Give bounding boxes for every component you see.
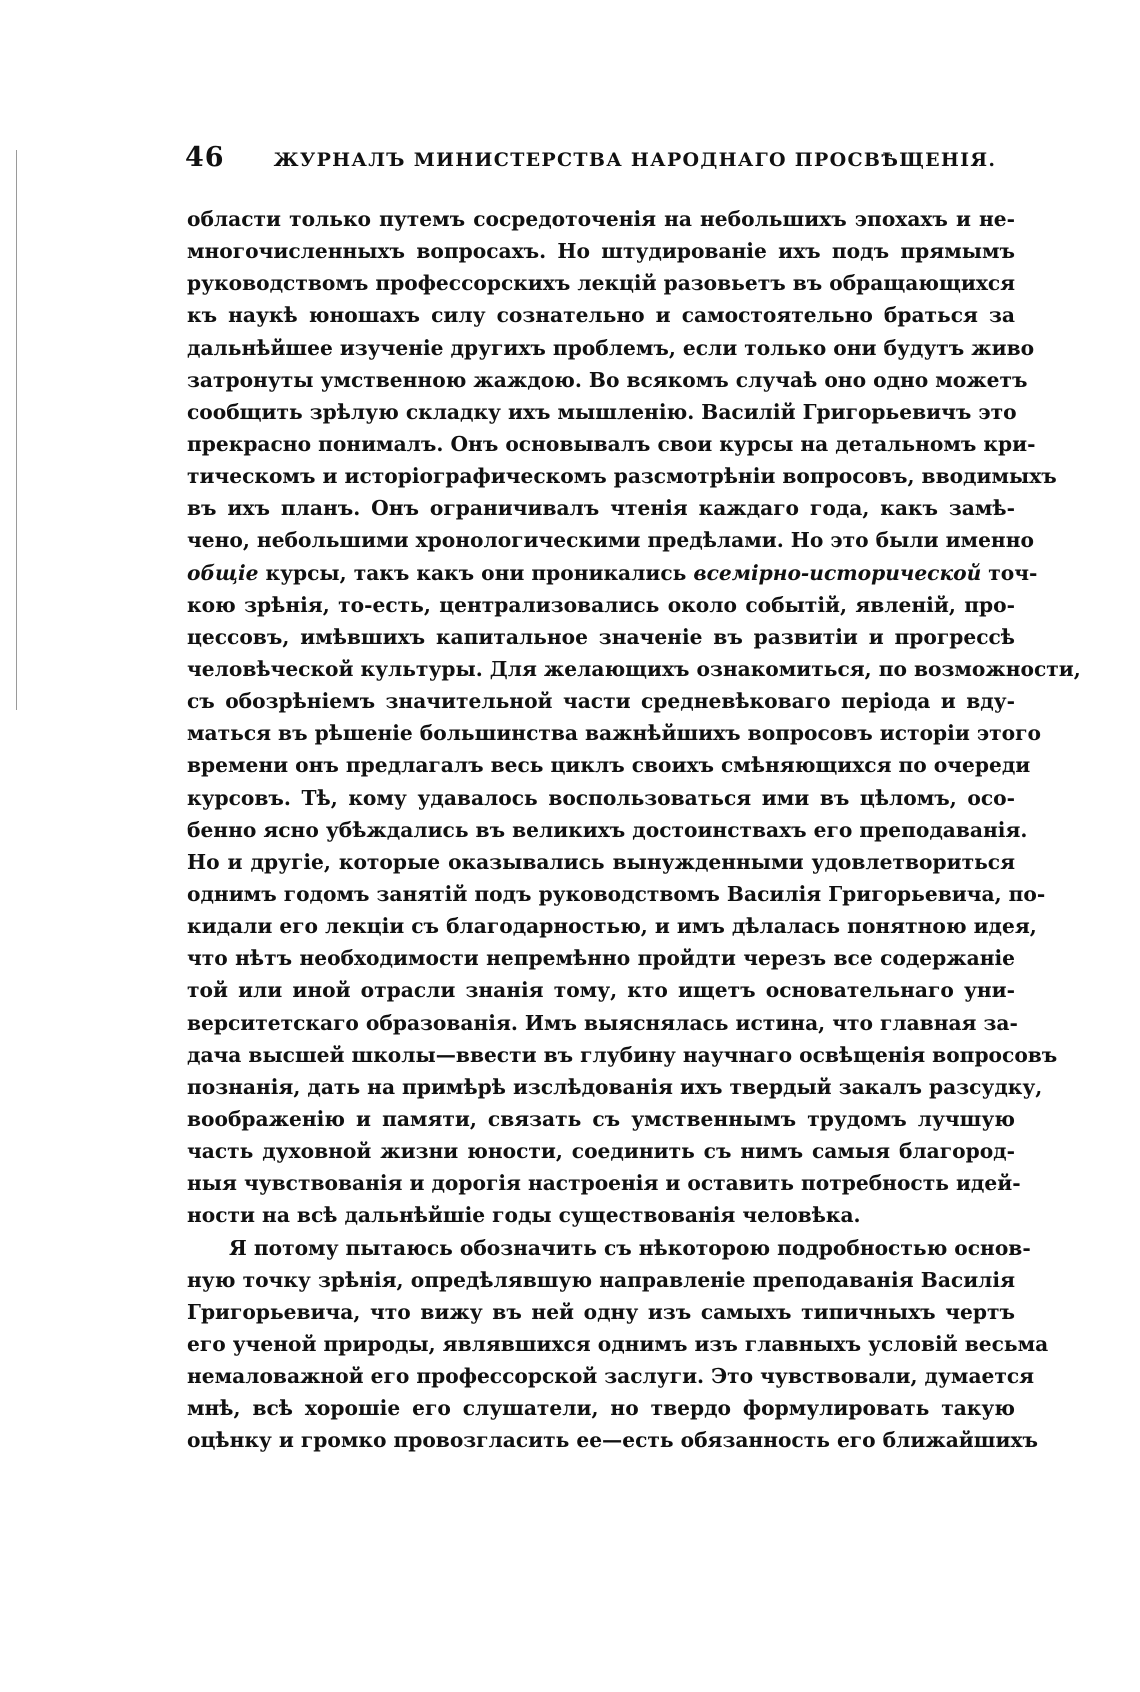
text-line: немаловажной его профессорской заслуги. Это чувствовали, думается <box>187 1364 1035 1389</box>
text-line: мнѣ, всѣ хорошіе его слушатели, но твердо формулировать такую <box>187 1396 1015 1421</box>
text-line: тическомъ и исторіографическомъ разсмотрѣніи вопросовъ, вводимыхъ <box>187 464 1057 489</box>
text-line: Григорьевича, что вижу въ ней одну изъ самыхъ типичныхъ чертъ <box>187 1299 1015 1324</box>
italic-phrase: всемірно-исторической <box>693 560 982 585</box>
text-line: многочисленныхъ вопросахъ. Но штудированіе ихъ подъ прямымъ <box>187 239 1015 264</box>
text-line: кидали его лекціи съ благодарностью, и имъ дѣлалась понятною идея, <box>187 914 1037 939</box>
text-line: бенно ясно убѣждались въ великихъ достоинствахъ его преподаванія. <box>187 817 1028 842</box>
running-header <box>185 140 1015 180</box>
text-line: дальнѣйшее изученіе другихъ проблемъ, если только они будутъ живо <box>187 335 1035 360</box>
text-line: времени онъ предлагалъ весь циклъ своихъ смѣняющихся по очереди <box>187 753 1031 778</box>
paragraph-end-line: ности на всѣ дальнѣйшіе годы существованія человѣка. <box>187 1203 861 1228</box>
text-line: съ обозрѣніемъ значительной части средневѣковаго періода и вду- <box>187 689 1015 714</box>
text-line: воображенію и памяти, связать съ умственнымъ трудомъ лучшую <box>187 1106 1015 1131</box>
text-line: прекрасно понималъ. Онъ основывалъ свои курсы на детальномъ кри- <box>187 431 1036 456</box>
text-line: дача высшей школы—ввести въ глубину научнаго освѣщенія вопросовъ <box>187 1042 1058 1067</box>
text-line: однимъ годомъ занятій подъ руководствомъ Василія Григорьевича, по- <box>187 881 1046 906</box>
text-line: маться въ рѣшеніе большинства важнѣйшихъ вопросовъ исторіи этого <box>187 721 1041 746</box>
running-title: ЖУРНАЛЪ МИНИСТЕРСТВА НАРОДНАГО ПРОСВѢЩЕНІЯ. <box>273 149 997 171</box>
text-line: затронуты умственною жаждою. Во всякомъ случаѣ оно одно можетъ <box>187 367 1028 392</box>
text-line: цессовъ, имѣвшихъ капитальное значеніе въ развитіи и прогрессѣ <box>187 624 1015 649</box>
text-line-with-italics: общіе курсы, такъ какъ они проникались всемірно-исторической точ- <box>187 560 1038 585</box>
text-line: Но и другіе, которые оказывались вынужденными удовлетвориться <box>187 849 1015 874</box>
page-number: 46 <box>185 142 225 173</box>
text-line: что нѣтъ необходимости непремѣнно пройдти черезъ все содержаніе <box>187 946 1015 971</box>
text-line: чено, небольшими хронологическими предѣлами. Но это были именно <box>187 528 1034 553</box>
text-line: познанія, дать на примѣрѣ изслѣдованія ихъ твердый закалъ разсудку, <box>187 1074 1043 1099</box>
text-line: человѣческой культуры. Для желающихъ ознакомиться, по возможности, <box>187 656 1081 681</box>
text-line: сообщить зрѣлую складку ихъ мышленію. Василій Григорьевичъ это <box>187 399 1017 424</box>
text-line: оцѣнку и громко провозгласить ее—есть обязанность его ближайшихъ <box>187 1428 1038 1453</box>
paragraph-start-line: Я потому пытаюсь обозначить съ нѣкоторою подробностью основ- <box>229 1235 1031 1260</box>
italic-phrase: общіе <box>187 560 259 585</box>
text-line: области только путемъ сосредоточенія на небольшихъ эпохахъ и не- <box>187 207 1015 231</box>
text-line: въ ихъ планъ. Онъ ограничивалъ чтенія каждаго года, какъ замѣ- <box>187 496 1015 521</box>
text-line: кою зрѣнія, то-есть, централизовались около событій, явленій, про- <box>187 592 1015 617</box>
body-text <box>187 203 1081 1456</box>
text-line: курсовъ. Тѣ, кому удавалось воспользоваться ими въ цѣломъ, осо- <box>187 785 1015 810</box>
text-line: его ученой природы, являвшихся однимъ изъ главныхъ условій весьма <box>187 1331 1049 1356</box>
text-line: ную точку зрѣнія, опредѣлявшую направленіе преподаванія Василія <box>187 1267 1015 1292</box>
text-line: къ наукѣ юношахъ силу сознательно и самостоятельно браться за <box>187 303 1015 328</box>
text-line: ныя чувствованія и дорогія настроенія и оставить потребность идей- <box>187 1171 1021 1196</box>
text-line: часть духовной жизни юности, соединить съ нимъ самыя благород- <box>187 1139 1015 1164</box>
text-line: руководствомъ профессорскихъ лекцій разовьетъ въ обращающихся <box>187 271 1016 296</box>
text-line: той или иной отрасли знанія тому, кто ищетъ основательнаго уни- <box>187 978 1015 1003</box>
text-line: верситетскаго образованія. Имъ выяснялась истина, что главная за- <box>187 1010 1018 1035</box>
binding-edge-rule <box>16 150 17 710</box>
